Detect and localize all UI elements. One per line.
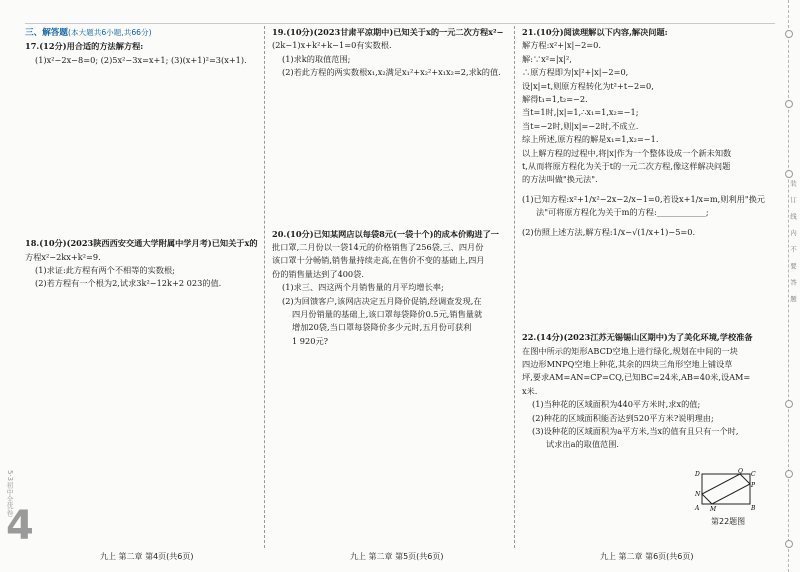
binding-text: 装订线内不要答题 <box>789 180 797 312</box>
q21-part1-cont: 法"可将原方程化为关于m的方程:____________; <box>536 207 709 218</box>
brand-text: 5·3初中全优卷 <box>6 470 14 517</box>
q22-part3-cont: 试求出a的取值范围. <box>546 439 619 450</box>
q21-line: 解得t₁=1,t₂=−2. <box>522 94 588 105</box>
q21-line: 解:∵x²=|x|², <box>522 53 572 64</box>
fig-label-p: P <box>751 482 756 489</box>
fig-label-n: N <box>695 491 701 498</box>
binding-strip <box>774 0 800 572</box>
q20-line: 该口罩十分畅销,销售量持续走高,在售价不变的基础上,四月 <box>272 255 485 266</box>
binding-hole <box>785 100 793 108</box>
q17-title: 17.(12分)用合适的方法解方程: <box>25 41 144 52</box>
q21-line: ∴原方程即为|x|²+|x|−2=0, <box>522 67 629 78</box>
column-divider <box>514 26 515 548</box>
binding-hole <box>785 470 793 478</box>
q21-part1: (1)已知方程:x²+1/x²−2x−2/x−1=0,若设x+1/x=m,则利用"换元 <box>522 193 765 204</box>
q20-line: 1 920元? <box>292 335 329 346</box>
q20-title: 20.(10分)已知某网店以每袋8元(一袋十个)的成本价购进了一 <box>272 228 499 239</box>
column-middle <box>272 26 504 348</box>
q21-line: 综上所述,原方程的解是x₁=1,x₂=−1. <box>522 134 659 145</box>
q18-part2: (2)若方程有一个根为2,试求3k²−12k+2 023的值. <box>35 278 222 289</box>
q18-part1: (1)求证:此方程有两个不相等的实数根; <box>35 265 175 276</box>
section-heading <box>25 26 255 40</box>
q19-title: 19.(10分)(2023甘肃平凉期中)已知关于x的一元二次方程x²− <box>272 27 504 37</box>
q18-title: 18.(10分)(2023陕西西安交通大学附属中学月考)已知关于x的 <box>25 238 258 249</box>
fig-label-b: B <box>751 505 756 512</box>
figure-caption: 第22题图 <box>711 517 746 526</box>
q22-line: 在图中所示的矩形ABCD空地上进行绿化,规划在中间的一块 <box>522 345 738 356</box>
q19-line: (2k−1)x+k²+k−1=0有实数根. <box>272 40 392 51</box>
q21-line: 的方法叫做"换元法". <box>522 174 598 185</box>
q22-figure <box>694 468 756 512</box>
q20-line: 批口罩,二月份以一袋14元的价格销售了256袋,三、四月份 <box>272 242 484 253</box>
column-divider <box>264 26 265 548</box>
q21-part2: (2)仿照上述方法,解方程:1/x−√(1/x+1)−5=0. <box>522 226 696 237</box>
q20-line: 四月份销量的基础上,该口罩每袋降价0.5元,销售量就 <box>292 309 483 320</box>
fig-label-m: M <box>710 506 717 512</box>
binding-hole <box>785 540 793 548</box>
quad-mnpq <box>702 474 750 504</box>
q20-part1: (1)求三、四这两个月销售量的月平均增长率; <box>282 282 444 293</box>
column-right <box>522 26 765 452</box>
brand-number: 4 <box>6 503 34 549</box>
q22-part1: (1)当种花的区域面积为440平方米时,求x的值; <box>532 399 701 410</box>
column-left <box>25 26 258 291</box>
q18-line: 方程x²−2kx+k²=9. <box>25 251 101 262</box>
binding-hole <box>785 400 793 408</box>
section-note: (本大题共6小题,共66分) <box>67 28 152 37</box>
q17-parts: (1)x²−2x−8=0; (2)5x²−3x=x+1; (3)(x+1)²=3(x+1). <box>35 54 247 65</box>
q20-line: 增加20袋,当口罩每袋降价多少元时,五月份可获利 <box>292 322 472 333</box>
q22-part3: (3)设种花的区域面积为a平方米,当x的值有且只有一个时, <box>532 425 739 436</box>
top-rule <box>25 23 775 24</box>
q21-line: t,从而将原方程化为关于t的一元二次方程,像这样解决问题 <box>522 161 731 172</box>
q22-title: 22.(14分)(2023江苏无锡锡山区期中)为了美化环境,学校准备 <box>522 332 753 343</box>
q22-part2: (2)种花的区域面积能否达到520平方米?说明理由; <box>532 412 714 423</box>
footer-page-5: 九上 第二章 第5页(共6页) <box>350 552 444 561</box>
footer-page-6: 九上 第二章 第6页(共6页) <box>600 552 694 561</box>
rect-abcd <box>702 474 750 504</box>
q22-line: 四边形MNPQ空地上种花,其余的四块三角形空地上铺设草 <box>522 358 733 369</box>
q20-part2: (2)为回馈客户,该网店决定五月降价促销,经调查发现,在 <box>282 295 482 306</box>
fig-label-q: Q <box>738 468 743 475</box>
q17-answer-space <box>25 67 255 237</box>
q21-line: 以上解方程的过程中,将|x|作为一个整体设成一个新未知数 <box>522 147 732 158</box>
q19-part2: (2)若此方程的两实数根x₁,x₂满足x₁²+x₂²+x₁x₂=2,求k的值. <box>282 67 501 78</box>
q21-line: 当t=−2时,则|x|=−2时,不成立. <box>522 120 639 131</box>
q19-part1: (1)求k的取值范围; <box>282 53 351 64</box>
binding-hole <box>785 30 793 38</box>
q21-answer-space <box>522 239 760 331</box>
q21-title: 21.(10分)阅读理解以下内容,解决问题: <box>522 27 668 37</box>
fig-label-c: C <box>751 471 756 478</box>
q22-line: 坪,要求AM=AN=CP=CQ,已知BC=24米,AB=40米,设AM= <box>522 372 751 383</box>
fig-label-d: D <box>695 471 700 478</box>
q19-answer-space <box>272 80 504 228</box>
q22-line: x米. <box>522 385 538 396</box>
binding-hole <box>785 170 793 178</box>
q21-line: 设|x|=t,则原方程转化为t²+t−2=0, <box>522 80 654 91</box>
section-title: 三、解答题 <box>25 28 68 38</box>
footer-page-4: 九上 第二章 第4页(共6页) <box>100 552 194 561</box>
q21-line: 当t=1时,|x|=1,∴x₁=1,x₂=−1; <box>522 107 639 118</box>
q20-line: 份的销售量达到了400袋. <box>272 268 364 279</box>
q21-line: 解方程:x²+|x|−2=0. <box>522 40 601 51</box>
fig-label-a: A <box>695 505 700 512</box>
